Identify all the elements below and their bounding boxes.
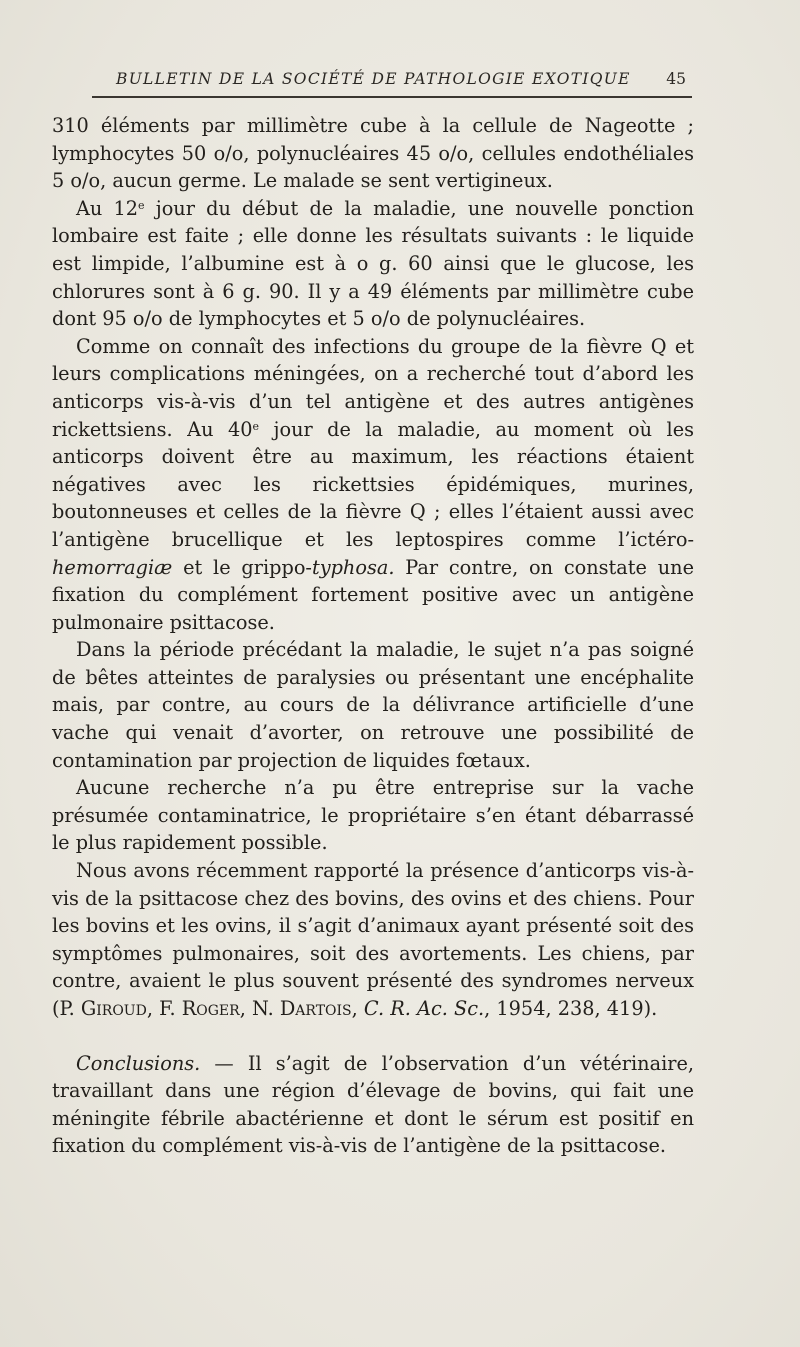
paragraph-5 — [52, 774, 694, 857]
paragraph-2 — [52, 195, 694, 333]
species-name-italic: hemorragiæ — [52, 555, 173, 579]
paragraph-6-text-e: , 1954, 238, 419). — [484, 997, 658, 1020]
paragraph-1-text: 310 éléments par millimètre cube à la cellule de Nageotte ; lymphocytes 50 o/o, polynucléaires 45 o/o, cellules endothéliales 5 o/o, aucun germe. Le malade se sent vertigineux. — [52, 114, 694, 193]
conclusions-paragraph — [52, 1050, 694, 1160]
paragraph-5-text: Aucune recherche n’a pu être entreprise sur la vache présumée contaminatrice, le propriétaire s’en étant débarrassé le plus rapidement possible. — [52, 776, 694, 855]
running-title: BULLETIN DE LA SOCIÉTÉ DE PATHOLOGIE EXOTIQUE — [116, 70, 631, 88]
header-rule — [92, 96, 692, 98]
paragraph-3-text-d: Par contre, on constate une fixation du complément fortement positive avec un antigène pulmonaire psittacose. — [52, 555, 694, 634]
author-name: Giroud — [80, 997, 147, 1020]
conclusions-text: — Il s’agit de l’observation d’un vétérinaire, travaillant dans une région d’élevage de bovins, qui fait une méningite fébrile abactérienne et dont le sérum est positif en fixation du complément vis-à-vis de l’antigène de la psittacose. — [52, 1051, 694, 1158]
paragraph-3-text-b: jour de la maladie, au moment où les anticorps doivent être au maximum, les réactions étaient négatives avec les rickettsies épidémiques, murines, boutonneuses et celles de la fièvre Q ; elles l’étaient aussi avec l’antigène brucellique et les leptospires comme l’ictéro- — [52, 417, 694, 551]
page-header — [52, 70, 694, 100]
paragraph-2-text-b: jour du début de la maladie, une nouvelle ponction lombaire est faite ; elle donne les résultats suivants : le liquide est limpide, l’albumine est à o g. 60 ainsi que le glucose, les chlorures sont à 6 g. 90. Il y a 49 éléments par millimètre cube dont 95 o/o de lymphocytes et 5 o/o de polynucléaires. — [52, 196, 694, 331]
species-name-italic: typhosa. — [311, 555, 395, 579]
paragraph-3-text-c: et le grippo- — [172, 555, 312, 579]
paragraph-2-text-a: Au 12 — [76, 196, 139, 220]
ordinal-superscript: e — [138, 198, 145, 212]
page-number: 45 — [666, 70, 686, 88]
paragraph-6-text-c: , N. — [239, 997, 280, 1020]
author-name: Roger — [181, 997, 240, 1020]
ordinal-superscript: e — [252, 419, 260, 433]
paragraph-6 — [52, 857, 694, 1023]
paragraph-3 — [52, 333, 694, 637]
paragraph-4 — [52, 636, 694, 774]
journal-citation: C. R. Ac. Sc. — [363, 997, 485, 1020]
conclusions-label: Conclusions. — [76, 1051, 201, 1075]
paragraph-6-text-d: , — [351, 997, 364, 1020]
paragraph-6-text-b: , F. — [146, 997, 182, 1020]
paragraph-4-text: Dans la période précédant la maladie, le sujet n’a pas soigné de bêtes atteintes de paralysies ou présentant une encéphalite mais, par contre, au cours de la délivrance artificielle d’une vache qui venait d’avorter, on retrouve une possibilité de contamination par projection de liquides fœtaux. — [52, 638, 694, 772]
body-text — [52, 112, 694, 1160]
paragraph-3-text-a: Comme on connaît des infections du groupe de la fièvre Q et leurs complications méningées, on a recherché tout d’abord les anticorps vis-à-vis d’un tel antigène et des autres antigènes rickettsiens. Au 40 — [52, 334, 694, 441]
paragraph-1 — [52, 112, 694, 195]
author-name: Dartois — [279, 997, 352, 1020]
paragraph-6-text-a: Nous avons récemment rapporté la présence d’anticorps vis-à-vis de la psittacose chez des bovins, des ovins et des chiens. Pour les bovins et les ovins, il s’agit d’animaux ayant présenté soit des symptômes pulmonaires, soit des avortements. Les chiens, par contre, avaient le plus souvent présenté des syndromes nerveux (P. — [52, 859, 694, 1020]
